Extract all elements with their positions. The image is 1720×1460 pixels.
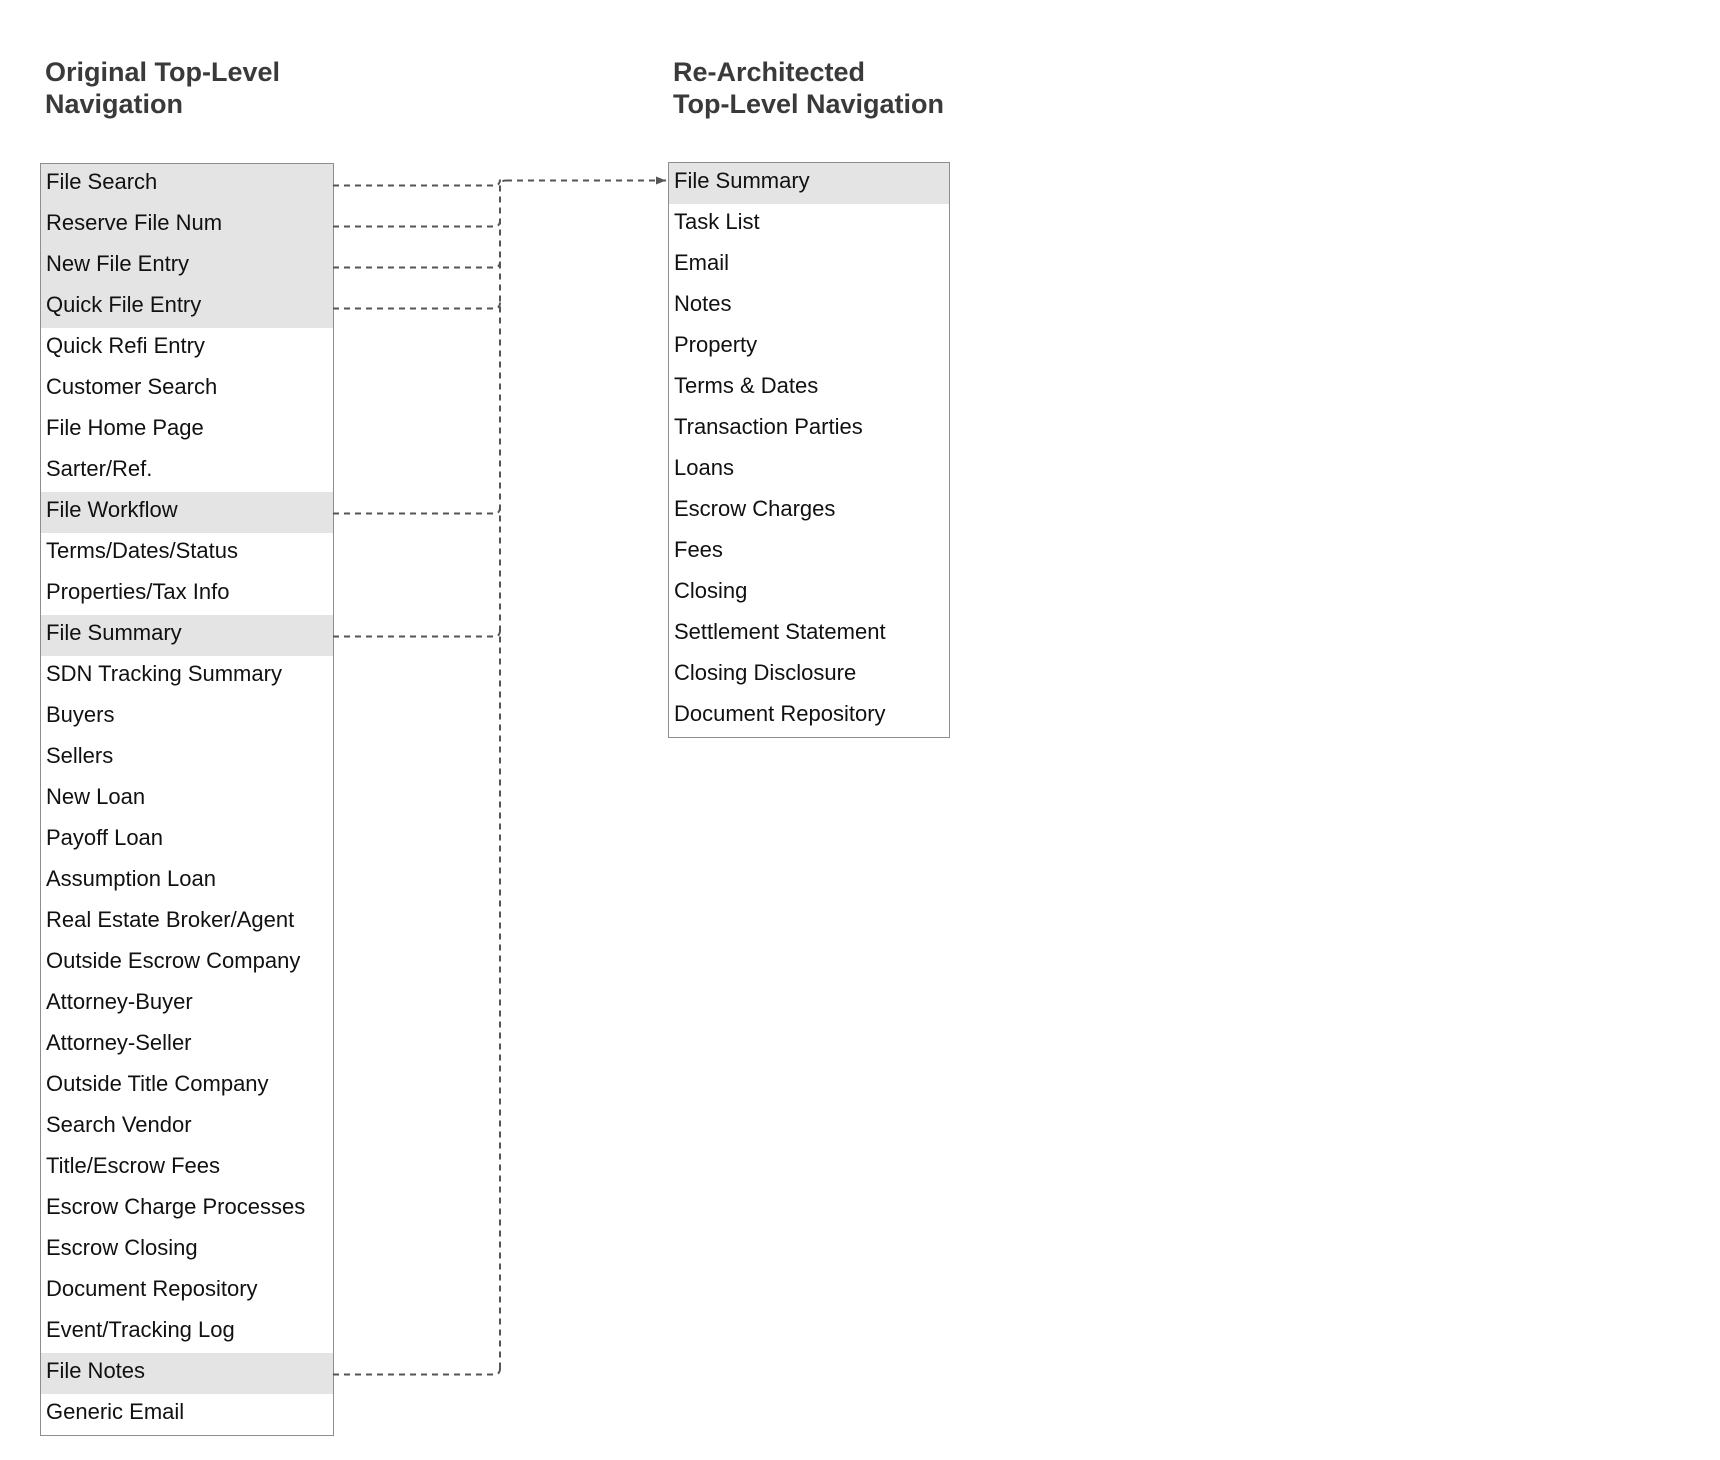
connector-line	[333, 303, 500, 309]
new-nav-item[interactable]: File Summary	[669, 163, 949, 204]
new-nav-item[interactable]: Closing	[674, 578, 748, 603]
new-nav-title-line1: Re-Architected	[673, 57, 866, 87]
original-nav-item[interactable]: Sellers	[46, 743, 114, 768]
original-nav-item[interactable]: File Search	[41, 164, 333, 205]
original-nav-item[interactable]: Outside Title Company	[46, 1071, 269, 1096]
new-nav-item[interactable]: Transaction Parties	[674, 414, 863, 439]
original-nav-item[interactable]: Payoff Loan	[46, 825, 164, 850]
new-nav-item[interactable]: Task List	[674, 209, 760, 234]
original-nav-item[interactable]: Assumption Loan	[46, 866, 216, 891]
original-nav-item[interactable]: Search Vendor	[46, 1112, 192, 1137]
original-nav-item[interactable]: Quick Refi Entry	[46, 333, 205, 358]
connector-line	[333, 221, 500, 227]
connector-line	[333, 508, 500, 514]
original-nav-item[interactable]: SDN Tracking Summary	[46, 661, 282, 686]
original-nav-item[interactable]: File Home Page	[46, 415, 204, 440]
original-nav-item[interactable]: File Workflow	[41, 492, 333, 533]
new-nav-item[interactable]: Email	[674, 250, 730, 275]
connector-line	[333, 262, 500, 268]
connector-line	[333, 1369, 500, 1375]
original-nav-item[interactable]: New File Entry	[41, 246, 333, 287]
new-nav-title-line2: Top-Level Navigation	[673, 89, 945, 119]
new-nav-item[interactable]: Escrow Charges	[674, 496, 836, 521]
original-nav-item[interactable]: Outside Escrow Company	[46, 948, 301, 973]
new-nav-item[interactable]: Loans	[674, 455, 734, 480]
connector-line	[333, 631, 500, 637]
original-nav-item[interactable]: Terms/Dates/Status	[46, 538, 238, 563]
original-nav-item[interactable]: Reserve File Num	[41, 205, 333, 246]
new-nav-item[interactable]: Property	[674, 332, 758, 357]
original-nav-item[interactable]: Event/Tracking Log	[46, 1317, 235, 1342]
connector-line	[333, 180, 500, 186]
original-nav-item[interactable]: Generic Email	[46, 1399, 185, 1424]
original-nav-item[interactable]: Customer Search	[46, 374, 218, 399]
original-nav-item[interactable]: Quick File Entry	[41, 287, 333, 328]
original-nav-item[interactable]: Escrow Charge Processes	[46, 1194, 306, 1219]
new-nav-item[interactable]: Fees	[674, 537, 723, 562]
new-nav-item[interactable]: Notes	[674, 291, 732, 316]
connector-trunk	[500, 181, 506, 1369]
original-nav-item[interactable]: Document Repository	[46, 1276, 258, 1301]
original-nav-item[interactable]: Escrow Closing	[46, 1235, 198, 1260]
new-nav-item[interactable]: Closing Disclosure	[674, 660, 857, 685]
original-nav-item[interactable]: Real Estate Broker/Agent	[46, 907, 295, 932]
original-nav-item[interactable]: Properties/Tax Info	[46, 579, 230, 604]
new-nav-item[interactable]: Settlement Statement	[674, 619, 886, 644]
original-nav-item[interactable]: Sarter/Ref.	[46, 456, 153, 481]
original-nav-item[interactable]: New Loan	[46, 784, 146, 809]
new-nav-item[interactable]: Terms & Dates	[674, 373, 819, 398]
original-nav-item[interactable]: Attorney-Seller	[46, 1030, 192, 1055]
original-nav-title-line2: Navigation	[45, 89, 184, 119]
original-nav-item[interactable]: Buyers	[46, 702, 115, 727]
original-nav-item[interactable]: Attorney-Buyer	[46, 989, 193, 1014]
new-nav-item[interactable]: Document Repository	[674, 701, 886, 726]
original-nav-item[interactable]: Title/Escrow Fees	[46, 1153, 221, 1178]
original-nav-item[interactable]: File Notes	[41, 1353, 333, 1394]
original-nav-title-line1: Original Top-Level	[45, 57, 281, 87]
original-nav-item[interactable]: File Summary	[41, 615, 333, 656]
